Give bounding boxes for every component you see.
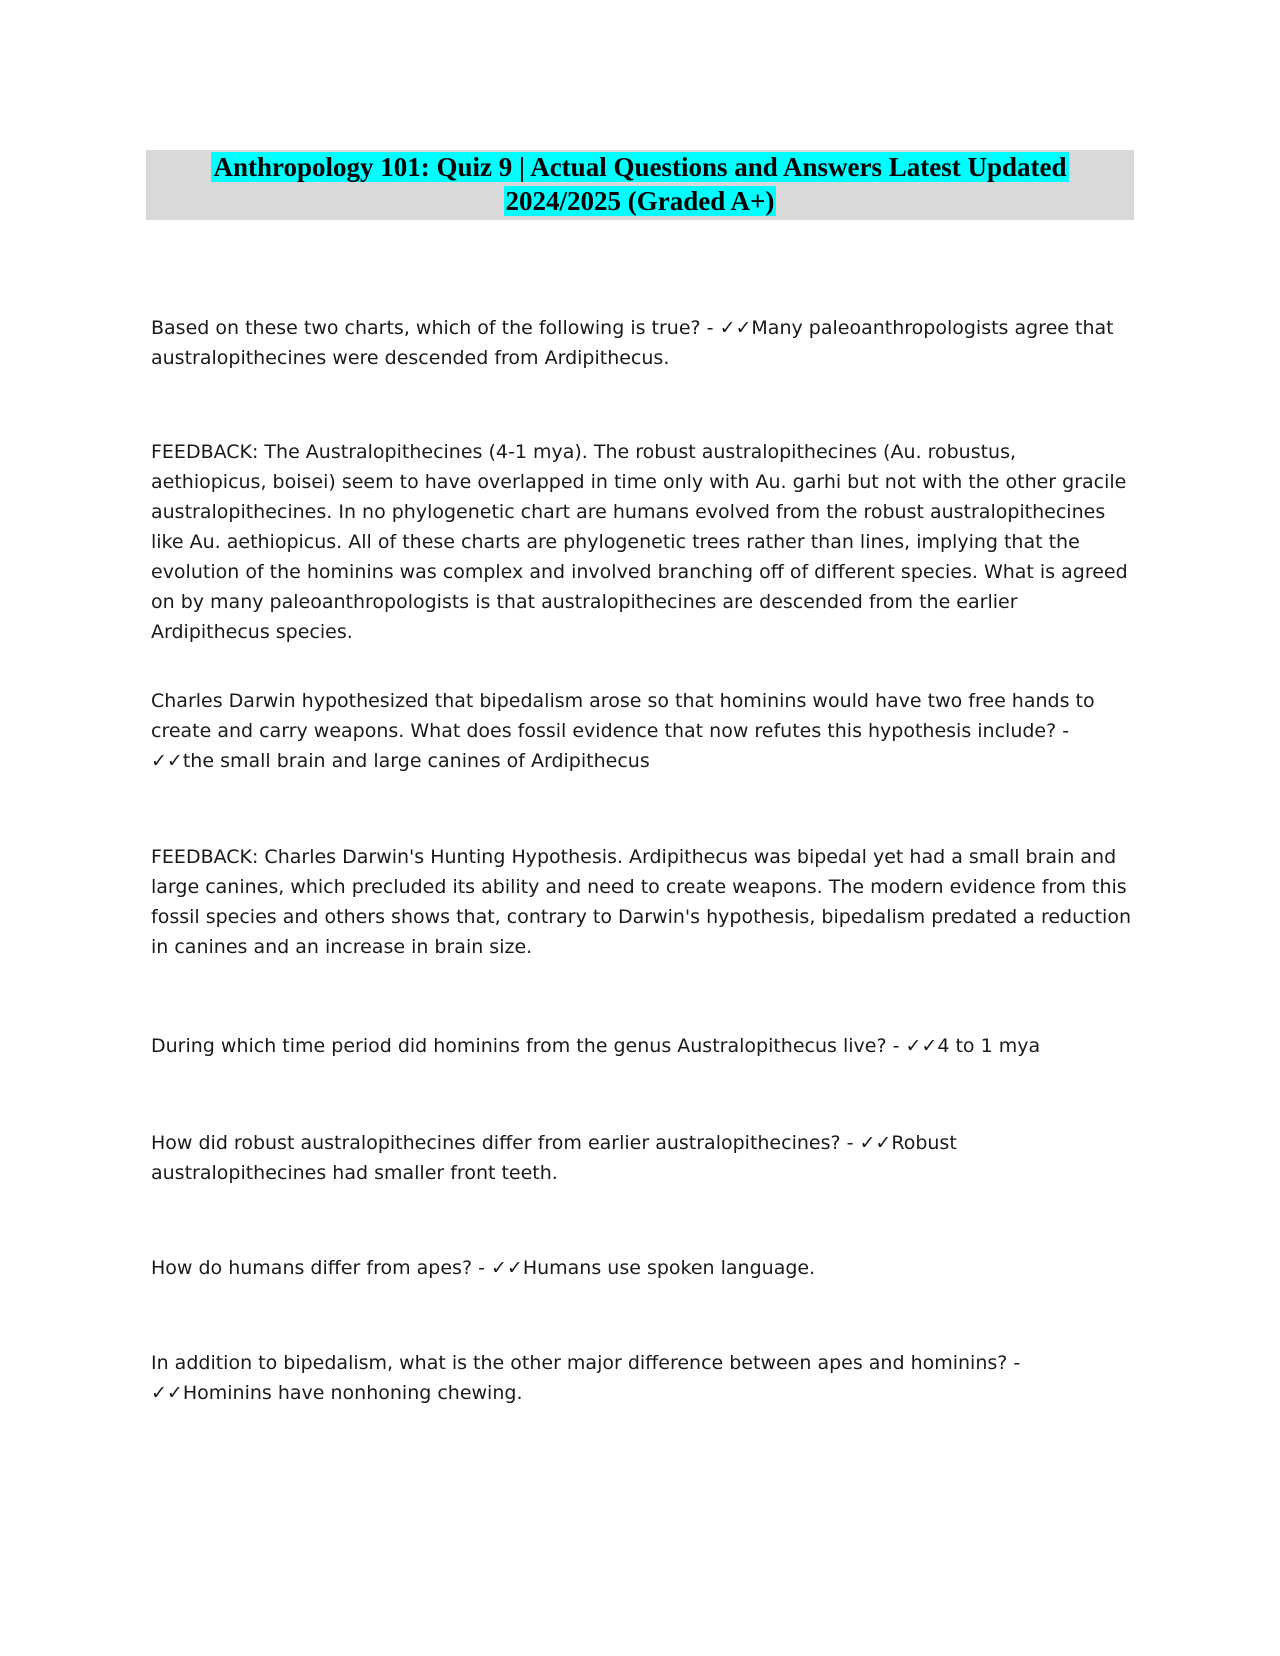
question-text: How do humans differ from apes? -: [151, 1257, 491, 1279]
question-text: Charles Darwin hypothesized that bipedalism arose so that hominins would have two free hands to create and carry weapons. What does fossil evidence that now refutes this hypothesis include? -: [151, 690, 1095, 742]
feedback-1: FEEDBACK: The Australopithecines (4-1 mya). The robust australopithecines (Au. robustus, aethiopicus, boisei) seem to have overlapped in time only with Au. garhi but not with the other gracile australopithecines. In no phylogenetic chart are humans evolved from the robust australopithecines like Au. aethiopicus. All of these charts are phylogenetic trees rather than lines, implying that the evolution of the hominins was complex and involved branching off of different species. What is agreed on by many paleoanthropologists is that australopithecines are descended from the earlier Ardipithecus species.: [151, 441, 1128, 643]
answer-text: the small brain and large canines of Ardipithecus: [182, 750, 650, 772]
check-icon: ✓✓: [859, 1132, 892, 1154]
feedback-2: FEEDBACK: Charles Darwin's Hunting Hypothesis. Ardipithecus was bipedal yet had a small brain and large canines, which precluded its ability and need to create weapons. The modern evidence from this fossil species and others shows that, contrary to Darwin's hypothesis, bipedalism predated a reduction in canines and an increase in brain size.: [151, 846, 1131, 958]
check-icon: ✓✓: [719, 317, 752, 339]
answer-text: 4 to 1 mya: [937, 1035, 1041, 1057]
answer-text: Robust australopithecines had smaller front teeth.: [151, 1132, 957, 1184]
check-icon: ✓✓: [151, 1382, 183, 1404]
title-line-1: Anthropology 101: Quiz 9 | Actual Questions and Answers Latest Updated: [213, 152, 1067, 182]
qa-item-2: [151, 686, 1136, 776]
title-line-2: 2024/2025 (Graded A+): [505, 186, 775, 216]
qa-item-1: [151, 313, 1136, 373]
qa-item-6: [151, 1348, 1136, 1408]
question-text: How did robust australopithecines differ from earlier australopithecines? -: [151, 1132, 860, 1154]
qa-item-4: [151, 1128, 1136, 1188]
question-text: During which time period did hominins from the genus Australopithecus live? -: [151, 1035, 906, 1057]
check-icon: ✓✓: [151, 750, 183, 772]
check-icon: ✓✓: [490, 1257, 523, 1279]
answer-text: Humans use spoken language.: [522, 1257, 816, 1279]
question-text: In addition to bipedalism, what is the other major difference between apes and hominins? -: [151, 1352, 1021, 1374]
qa-item-5: [151, 1253, 1136, 1283]
answer-text: Many paleoanthropologists agree that australopithecines were descended from Ardipithecus.: [151, 317, 1114, 369]
qa-item-3: [151, 1031, 1136, 1061]
check-icon: ✓✓: [905, 1035, 938, 1057]
question-text: Based on these two charts, which of the following is true? -: [151, 317, 720, 339]
answer-text: Hominins have nonhoning chewing.: [182, 1382, 523, 1404]
document-title: [146, 150, 1134, 218]
